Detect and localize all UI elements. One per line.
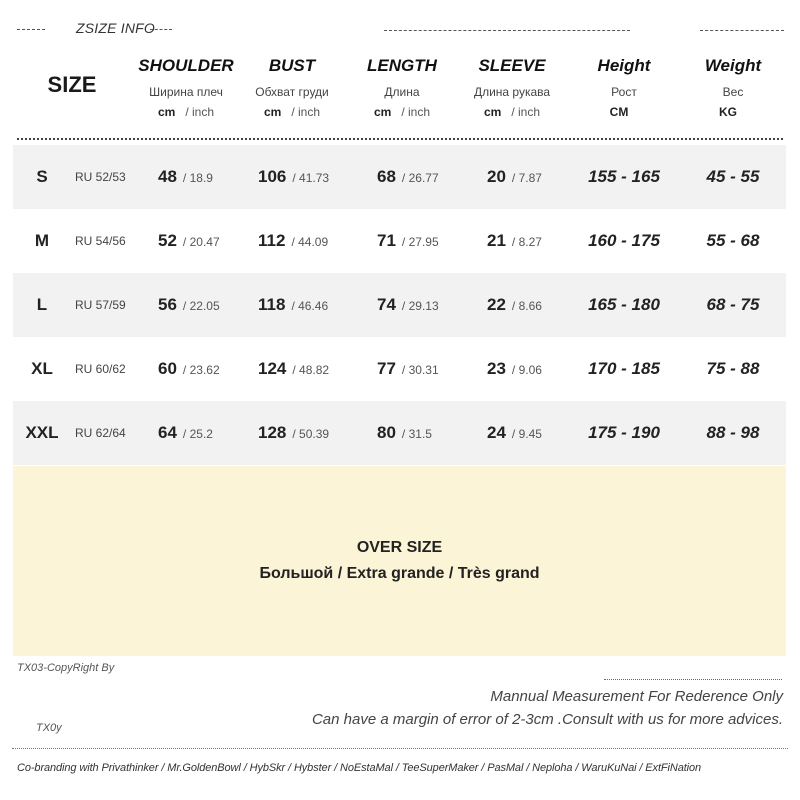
ru-size: RU 54/56: [75, 234, 126, 248]
cobranding-text: Co-branding with Privathinker / Mr.GoldenBowl / HybSkr / Hybster / NoEstaMal / TeeSuperMaker / PasMal / Neploha / WaruKuNai / ExtFiNation: [17, 762, 702, 774]
height-range: 165 - 180: [588, 295, 660, 314]
column-subtitle: Ширина плеч: [149, 85, 223, 99]
length-value: 71 / 27.95: [377, 231, 439, 250]
title-rule-right: [700, 30, 784, 31]
ru-size: RU 60/62: [75, 362, 126, 376]
length-value: 77 / 30.31: [377, 359, 439, 378]
column-title: SLEEVE: [478, 56, 546, 75]
header-divider: [17, 138, 783, 140]
column-title: Weight: [704, 56, 762, 75]
size-label: XL: [31, 359, 53, 378]
column-header-length: [342, 56, 462, 119]
weight-range: 45 - 55: [706, 167, 760, 186]
bust-value: 118 / 46.46: [258, 295, 329, 314]
note-divider: [604, 679, 782, 680]
size-label: XXL: [25, 423, 59, 442]
column-header-bust: [232, 56, 352, 119]
margin-note: Can have a margin of error of 2-3cm .Consult with us for more advices.: [311, 711, 783, 728]
title-rule-left: [17, 29, 45, 30]
column-title: LENGTH: [367, 56, 437, 75]
weight-range: 55 - 68: [706, 231, 760, 250]
shoulder-value: 52 / 20.47: [158, 231, 220, 250]
measurement-note: Mannual Measurement For Rederence Only: [490, 688, 783, 705]
copyright-text: TX03-CopyRight By: [17, 662, 115, 674]
table-row-s: [13, 145, 786, 209]
sleeve-value: 21 / 8.27: [487, 231, 542, 250]
column-subtitle: Длина: [384, 85, 420, 99]
length-value: 68 / 26.77: [377, 167, 439, 186]
ru-size: RU 62/64: [75, 426, 126, 440]
height-range: 175 - 190: [588, 423, 660, 442]
sleeve-value: 24 / 9.45: [487, 423, 542, 442]
length-value: 74 / 29.13: [377, 295, 439, 314]
length-value: 80 / 31.5: [377, 423, 432, 442]
sleeve-value: 23 / 9.06: [487, 359, 542, 378]
column-units: cm / inch: [263, 105, 321, 119]
column-subtitle: Обхват груди: [255, 85, 329, 99]
weight-range: 88 - 98: [706, 423, 760, 442]
table-row-m: [13, 209, 786, 273]
table-row-xxl: [13, 401, 786, 465]
size-label: L: [36, 295, 48, 314]
shoulder-value: 56 / 22.05: [158, 295, 220, 314]
page-title: ZSIZE INFO: [76, 20, 156, 36]
column-header-height: [564, 56, 684, 119]
height-range: 170 - 185: [588, 359, 660, 378]
tag-text: TX0y: [36, 722, 62, 734]
table-row-l: [13, 273, 786, 337]
table-row-xl: [13, 337, 786, 401]
sleeve-value: 20 / 7.87: [487, 167, 542, 186]
column-units: cm / inch: [157, 105, 215, 119]
column-title: Height: [597, 56, 651, 75]
column-units: CM: [609, 105, 629, 119]
brands-divider: [12, 748, 788, 749]
column-header-sleeve: [452, 56, 572, 119]
weight-range: 68 - 75: [706, 295, 760, 314]
column-units: cm / inch: [373, 105, 431, 119]
column-units: cm / inch: [483, 105, 541, 119]
column-title: BUST: [268, 56, 316, 75]
shoulder-value: 64 / 25.2: [158, 423, 213, 442]
column-header-weight: [673, 56, 793, 119]
ru-size: RU 57/59: [75, 298, 126, 312]
bust-value: 112 / 44.09: [258, 231, 329, 250]
column-subtitle: Вес: [722, 85, 744, 99]
ru-size: RU 52/53: [75, 170, 126, 184]
column-units: KG: [719, 105, 737, 119]
bust-value: 124 / 48.82: [258, 359, 330, 378]
height-range: 155 - 165: [588, 167, 660, 186]
bust-value: 128 / 50.39: [258, 423, 330, 442]
oversize-banner: [13, 466, 786, 656]
weight-range: 75 - 88: [706, 359, 760, 378]
size-label: S: [36, 167, 48, 186]
size-label: M: [34, 231, 50, 250]
size-header: SIZE: [47, 72, 97, 97]
oversize-subtitle: Большой / Extra grande / Très grand: [259, 565, 540, 582]
column-subtitle: Рост: [611, 85, 637, 99]
oversize-title: OVER SIZE: [356, 539, 443, 556]
sleeve-value: 22 / 8.66: [487, 295, 542, 314]
shoulder-value: 60 / 23.62: [158, 359, 220, 378]
column-title: SHOULDER: [138, 56, 234, 75]
column-subtitle: Длина рукава: [473, 85, 551, 99]
shoulder-value: 48 / 18.9: [158, 167, 213, 186]
height-range: 160 - 175: [588, 231, 660, 250]
title-rule-mid: [150, 29, 172, 30]
title-rule-center: [384, 30, 630, 31]
column-header-shoulder: [126, 56, 246, 119]
bust-value: 106 / 41.73: [258, 167, 330, 186]
